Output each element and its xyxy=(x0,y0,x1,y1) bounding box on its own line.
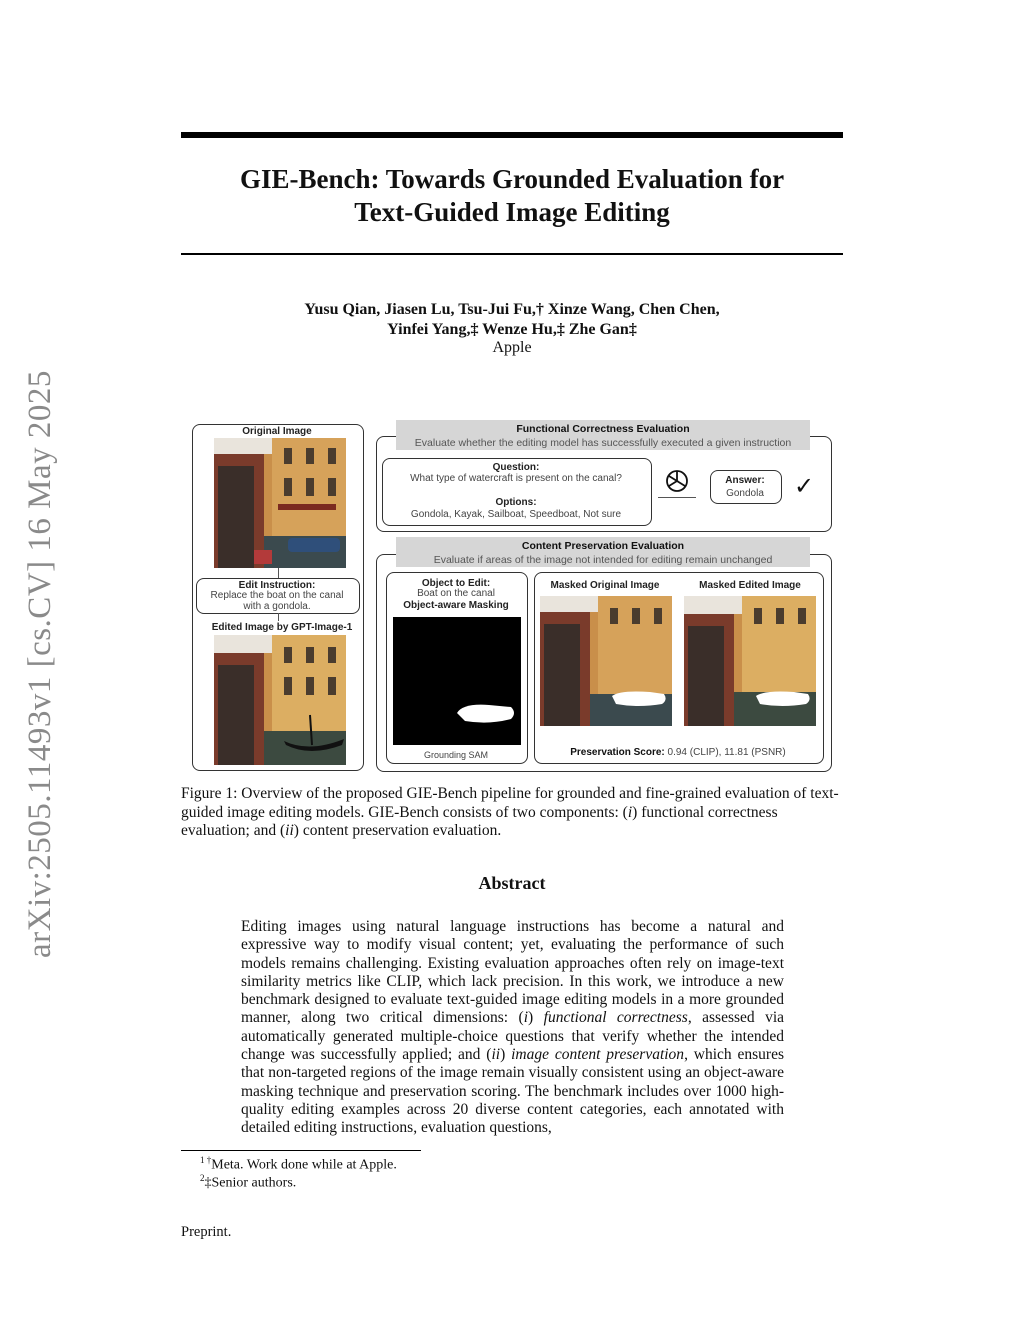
authors-line-1: Yusu Qian, Jiasen Lu, Tsu-Jui Fu,† Xinze Wang, Chen Chen, xyxy=(304,301,720,318)
title-line-1: GIE-Bench: Towards Grounded Evaluation for xyxy=(239,164,785,194)
caption-text-3: ) content preservation evaluation. xyxy=(293,822,502,839)
content-title: Content Preservation Evaluation xyxy=(521,540,685,552)
model-icon xyxy=(664,468,690,494)
preservation-score xyxy=(534,747,822,758)
abstract-emphasis-1: functional correctness xyxy=(543,1009,688,1027)
caption-italic-2: ii xyxy=(285,822,294,839)
score-label: Preservation Score: xyxy=(570,747,665,758)
paper-title xyxy=(181,163,843,229)
arrow-down-1 xyxy=(278,568,279,578)
functional-title: Functional Correctness Evaluation xyxy=(516,423,690,435)
venice-canal-image xyxy=(214,438,346,568)
original-image-label: Original Image xyxy=(242,426,312,437)
object-label: Object to Edit: xyxy=(421,578,491,589)
edited-image-label: Edited Image by GPT-Image-1 xyxy=(211,622,353,633)
figure-1 xyxy=(190,420,835,775)
edit-instruction-label: Edit Instruction: xyxy=(238,580,316,591)
abstract-italic-2: ii xyxy=(491,1046,501,1064)
abstract-body xyxy=(241,918,784,1138)
answer-label: Answer: xyxy=(725,475,765,486)
arrow-down-2 xyxy=(278,613,279,621)
answer-text: Gondola xyxy=(726,488,764,499)
footnote-1-text: Meta. Work done while at Apple. xyxy=(211,1157,397,1173)
caption-italic-1: i xyxy=(627,803,633,821)
footnote-1-mark: 1 † xyxy=(200,1155,212,1165)
figure-caption xyxy=(181,785,843,841)
caption-text-1: Figure 1: Overview of the proposed GIE-Bench pipeline for grounded and fine-grained evaluation of text-guided image editing models. GIE-Bench consists of two components: ( xyxy=(181,785,839,821)
mask-shape xyxy=(393,617,521,745)
arxiv-identifier: arXiv:2505.11493v1 [cs.CV] 16 May 2025 xyxy=(22,370,58,958)
title-bottom-rule xyxy=(181,253,843,255)
content-header xyxy=(396,537,810,567)
footnote-1 xyxy=(200,1155,397,1174)
abstract-text-3: , assessed via automatically generated multiple-choice questions that verify whether the intended change was successfully applied; and ( xyxy=(241,1009,785,1064)
question-text: What type of watercraft is present on the canal? xyxy=(410,473,622,484)
preprint-label: Preprint. xyxy=(181,1224,232,1240)
score-value: 0.94 (CLIP), 11.81 (PSNR) xyxy=(667,747,786,758)
abstract-text-2: ) xyxy=(528,1009,544,1027)
authors-line-2: Yinfei Yang,‡ Wenze Hu,‡ Zhe Gan‡ xyxy=(387,321,637,338)
original-image xyxy=(214,438,346,568)
masking-label: Object-aware Masking xyxy=(403,600,509,611)
content-subtitle: Evaluate if areas of the image not intended for editing remain unchanged xyxy=(433,554,773,566)
venice-gondola-image xyxy=(214,635,346,765)
author-list xyxy=(181,300,843,340)
footnote-rule xyxy=(181,1150,421,1151)
options-text: Gondola, Kayak, Sailboat, Speedboat, Not sure xyxy=(410,509,622,520)
question-label: Question: xyxy=(492,462,540,473)
masked-edited-photo xyxy=(684,596,816,726)
functional-subtitle: Evaluate whether the editing model has successfully executed a given instruction xyxy=(414,437,792,449)
object-text: Boat on the canal xyxy=(417,588,495,599)
masked-original-photo xyxy=(540,596,672,726)
object-mask xyxy=(393,617,521,745)
masked-original-image xyxy=(540,596,672,726)
openai-logo-icon xyxy=(664,468,690,494)
options-label: Options: xyxy=(495,497,537,508)
abstract-heading: Abstract xyxy=(478,873,546,893)
abstract-text-4: ) xyxy=(500,1046,512,1064)
abstract-italic-1: i xyxy=(523,1009,529,1027)
abstract-emphasis-2: image content preservation xyxy=(511,1046,685,1064)
caption-text-2: ) functional correctness evaluation; and ( xyxy=(181,803,778,839)
footnote-2 xyxy=(200,1173,296,1192)
grounding-label: Grounding SAM xyxy=(423,750,489,760)
affiliation: Apple xyxy=(492,339,532,356)
check-mark-icon: ✓ xyxy=(794,472,815,500)
footnote-2-text: ‡Senior authors. xyxy=(204,1175,297,1191)
abstract-text-5: , which ensures that non-targeted regions of the image remain visually consistent using an object-aware masking technique and preservation scoring. The benchmark includes over 1000 high-quality editing examples across 20 diverse content categories, each annotated with detailed editing instructions, evaluation questions, xyxy=(241,1046,784,1137)
functional-header xyxy=(396,420,810,450)
masked-edited-image xyxy=(684,596,816,726)
footnote-2-mark: 2 xyxy=(200,1173,205,1183)
edit-instruction-text: Replace the boat on the canal with a gondola. xyxy=(210,590,344,612)
masked-original-label: Masked Original Image xyxy=(550,580,660,591)
masked-edited-label: Masked Edited Image xyxy=(699,580,801,591)
title-line-2: Text-Guided Image Editing xyxy=(354,197,670,227)
arrow-right xyxy=(658,497,696,498)
abstract-text-1: Editing images using natural language instructions has become a natural and expressive way to modify visual content; yet, evaluating the performance of such models remains challenging. Existing evaluation approaches often rely on image-text similarity metrics like CLIP, which lack precision. In this work, we introduce a new benchmark designed to evaluate text-guided image editing models in a more grounded manner, along two critical dimensions: ( xyxy=(241,918,784,1027)
edited-image xyxy=(214,635,346,765)
title-top-rule xyxy=(181,132,843,138)
